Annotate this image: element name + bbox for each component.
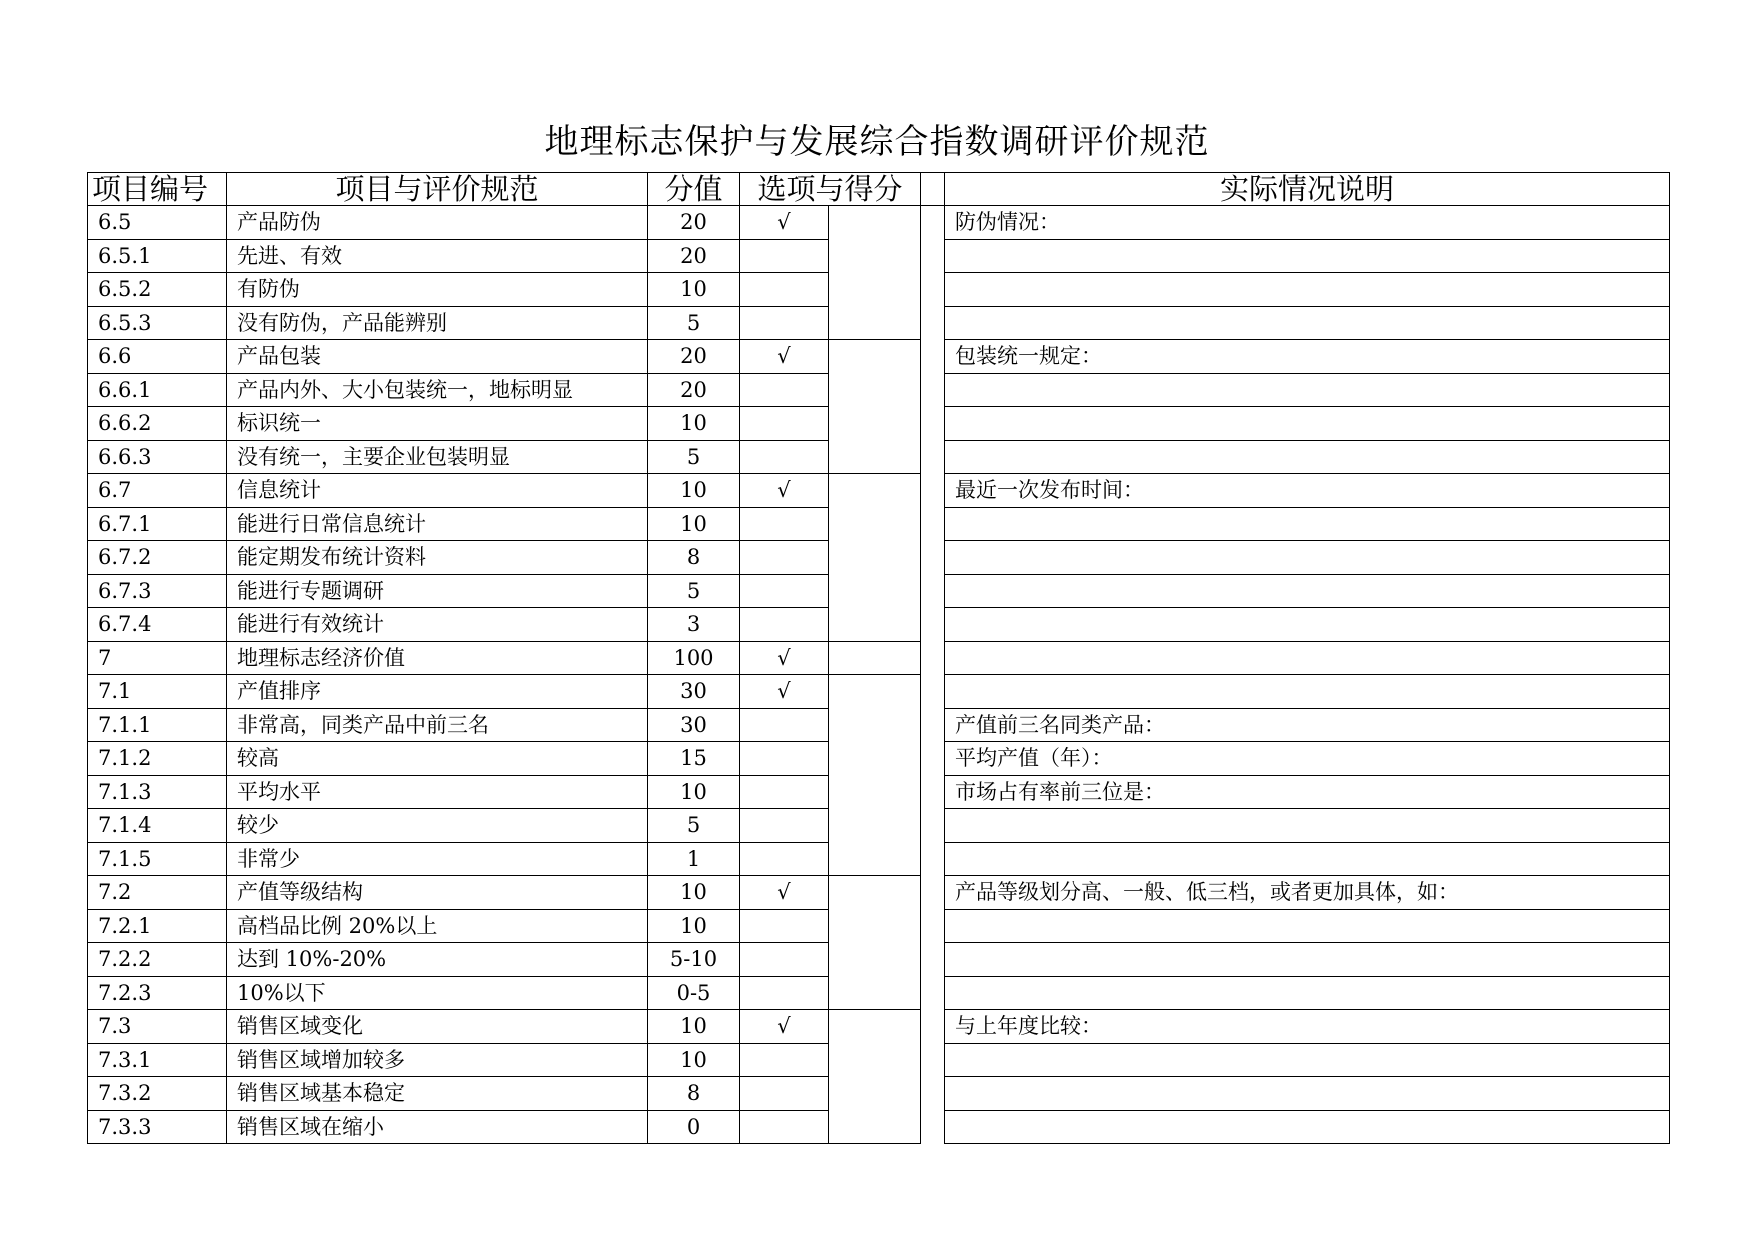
item-code: 7.2.1: [88, 909, 227, 943]
option-check: [740, 976, 829, 1010]
option-score-cell: [829, 474, 921, 642]
item-score: 1: [648, 842, 740, 876]
item-code: 7.2: [88, 876, 227, 910]
column-gap: [921, 340, 945, 374]
item-score: 10: [648, 474, 740, 508]
item-description: 能进行日常信息统计: [227, 507, 648, 541]
page-title: 地理标志保护与发展综合指数调研评价规范: [544, 122, 1210, 162]
column-gap: [921, 1043, 945, 1077]
option-check: [740, 943, 829, 977]
item-description: 达到 10%-20%: [227, 943, 648, 977]
option-score-cell: [829, 1010, 921, 1144]
column-gap: [921, 775, 945, 809]
situation-note: 市场占有率前三位是：: [945, 775, 1670, 809]
option-check: √: [740, 1010, 829, 1044]
item-score: 20: [648, 239, 740, 273]
item-score: 100: [648, 641, 740, 675]
item-description: 销售区域增加较多: [227, 1043, 648, 1077]
option-check: [740, 608, 829, 642]
item-code: 6.5.2: [88, 273, 227, 307]
situation-note: 最近一次发布时间：: [945, 474, 1670, 508]
situation-note: [945, 541, 1670, 575]
column-gap: [921, 306, 945, 340]
column-gap: [921, 407, 945, 441]
option-check: [740, 842, 829, 876]
item-score: 10: [648, 507, 740, 541]
item-score: 5: [648, 574, 740, 608]
item-score: 8: [648, 1077, 740, 1111]
item-description: 10%以下: [227, 976, 648, 1010]
item-description: 平均水平: [227, 775, 648, 809]
item-description: 能定期发布统计资料: [227, 541, 648, 575]
item-code: 7.1.2: [88, 742, 227, 776]
situation-note: [945, 976, 1670, 1010]
item-score: 30: [648, 708, 740, 742]
situation-note: 与上年度比较：: [945, 1010, 1670, 1044]
column-gap: [921, 373, 945, 407]
option-check: √: [740, 340, 829, 374]
item-code: 6.5.3: [88, 306, 227, 340]
item-code: 7.2.3: [88, 976, 227, 1010]
option-score-cell: [829, 206, 921, 340]
header-item: 项目与评价规范: [227, 173, 648, 206]
table-row: [88, 1010, 1670, 1044]
evaluation-table: [87, 172, 1670, 1144]
item-code: 6.6.3: [88, 440, 227, 474]
option-check: [740, 1043, 829, 1077]
option-check: [740, 742, 829, 776]
option-check: [740, 909, 829, 943]
item-score: 20: [648, 340, 740, 374]
option-check: [740, 574, 829, 608]
item-code: 7.3.2: [88, 1077, 227, 1111]
header-score: 分值: [648, 173, 740, 206]
column-gap: [921, 541, 945, 575]
item-description: 高档品比例 20%以上: [227, 909, 648, 943]
table-row: [88, 206, 1670, 240]
situation-note: [945, 641, 1670, 675]
option-check: √: [740, 675, 829, 709]
header-code: 项目编号: [88, 173, 227, 206]
option-check: [740, 775, 829, 809]
situation-note: [945, 1043, 1670, 1077]
option-check: √: [740, 876, 829, 910]
situation-note: 产品等级划分高、一般、低三档，或者更加具体，如：: [945, 876, 1670, 910]
option-check: √: [740, 206, 829, 240]
item-description: 信息统计: [227, 474, 648, 508]
item-description: 地理标志经济价值: [227, 641, 648, 675]
item-description: 较高: [227, 742, 648, 776]
item-description: 产品包装: [227, 340, 648, 374]
item-code: 6.7.1: [88, 507, 227, 541]
situation-note: [945, 909, 1670, 943]
item-code: 6.7.2: [88, 541, 227, 575]
column-gap: [921, 943, 945, 977]
column-gap: [921, 876, 945, 910]
header-note: 实际情况说明: [945, 173, 1670, 206]
situation-note: [945, 1110, 1670, 1144]
situation-note: [945, 239, 1670, 273]
option-check: [740, 1077, 829, 1111]
situation-note: [945, 608, 1670, 642]
item-code: 7.1.1: [88, 708, 227, 742]
item-code: 7.1: [88, 675, 227, 709]
header-gap: [921, 173, 945, 206]
situation-note: 包装统一规定：: [945, 340, 1670, 374]
item-description: 销售区域基本稳定: [227, 1077, 648, 1111]
item-score: 10: [648, 407, 740, 441]
option-check: √: [740, 474, 829, 508]
column-gap: [921, 273, 945, 307]
item-description: 没有统一，主要企业包装明显: [227, 440, 648, 474]
table-header-row: [88, 173, 1670, 206]
column-gap: [921, 842, 945, 876]
option-check: [740, 440, 829, 474]
item-score: 10: [648, 273, 740, 307]
option-check: [740, 541, 829, 575]
item-score: 5: [648, 306, 740, 340]
option-check: [740, 306, 829, 340]
item-score: 20: [648, 206, 740, 240]
table-body: [88, 206, 1670, 1144]
option-check: [740, 239, 829, 273]
item-description: 有防伪: [227, 273, 648, 307]
situation-note: 产值前三名同类产品：: [945, 708, 1670, 742]
item-score: 10: [648, 1043, 740, 1077]
item-score: 5: [648, 809, 740, 843]
item-code: 6.5: [88, 206, 227, 240]
column-gap: [921, 507, 945, 541]
item-description: 产品内外、大小包装统一，地标明显: [227, 373, 648, 407]
item-score: 10: [648, 909, 740, 943]
option-score-cell: [829, 641, 921, 675]
column-gap: [921, 742, 945, 776]
situation-note: 平均产值（年）：: [945, 742, 1670, 776]
item-description: 销售区域变化: [227, 1010, 648, 1044]
option-check: [740, 1110, 829, 1144]
column-gap: [921, 1077, 945, 1111]
situation-note: 防伪情况：: [945, 206, 1670, 240]
table-row: [88, 641, 1670, 675]
situation-note: [945, 273, 1670, 307]
item-description: 先进、有效: [227, 239, 648, 273]
column-gap: [921, 574, 945, 608]
option-check: [740, 273, 829, 307]
item-code: 7.1.3: [88, 775, 227, 809]
column-gap: [921, 976, 945, 1010]
item-code: 7.3.1: [88, 1043, 227, 1077]
item-description: 产值等级结构: [227, 876, 648, 910]
item-description: 产值排序: [227, 675, 648, 709]
table-row: [88, 876, 1670, 910]
item-description: 标识统一: [227, 407, 648, 441]
column-gap: [921, 809, 945, 843]
situation-note: [945, 809, 1670, 843]
column-gap: [921, 641, 945, 675]
item-code: 7.3.3: [88, 1110, 227, 1144]
item-description: 能进行专题调研: [227, 574, 648, 608]
item-code: 7.2.2: [88, 943, 227, 977]
situation-note: [945, 842, 1670, 876]
option-check: [740, 373, 829, 407]
column-gap: [921, 1110, 945, 1144]
situation-note: [945, 440, 1670, 474]
option-check: √: [740, 641, 829, 675]
column-gap: [921, 1010, 945, 1044]
option-check: [740, 407, 829, 441]
situation-note: [945, 1077, 1670, 1111]
item-description: 没有防伪，产品能辨别: [227, 306, 648, 340]
table-row: [88, 675, 1670, 709]
column-gap: [921, 239, 945, 273]
header-option: 选项与得分: [740, 173, 921, 206]
column-gap: [921, 608, 945, 642]
item-code: 6.5.1: [88, 239, 227, 273]
item-score: 5-10: [648, 943, 740, 977]
table-row: [88, 474, 1670, 508]
item-description: 较少: [227, 809, 648, 843]
item-score: 10: [648, 876, 740, 910]
situation-note: [945, 675, 1670, 709]
item-score: 5: [648, 440, 740, 474]
option-check: [740, 809, 829, 843]
item-description: 产品防伪: [227, 206, 648, 240]
item-code: 7.1.5: [88, 842, 227, 876]
situation-note: [945, 943, 1670, 977]
situation-note: [945, 373, 1670, 407]
item-score: 0-5: [648, 976, 740, 1010]
item-code: 7: [88, 641, 227, 675]
item-score: 0: [648, 1110, 740, 1144]
item-description: 销售区域在缩小: [227, 1110, 648, 1144]
item-code: 6.6.1: [88, 373, 227, 407]
item-score: 3: [648, 608, 740, 642]
column-gap: [921, 474, 945, 508]
item-code: 6.7.3: [88, 574, 227, 608]
item-score: 10: [648, 1010, 740, 1044]
option-check: [740, 507, 829, 541]
item-code: 6.6.2: [88, 407, 227, 441]
item-code: 7.1.4: [88, 809, 227, 843]
situation-note: [945, 306, 1670, 340]
column-gap: [921, 909, 945, 943]
column-gap: [921, 675, 945, 709]
item-description: 非常高，同类产品中前三名: [227, 708, 648, 742]
item-code: 6.7.4: [88, 608, 227, 642]
item-score: 15: [648, 742, 740, 776]
situation-note: [945, 407, 1670, 441]
table-row: [88, 340, 1670, 374]
item-score: 10: [648, 775, 740, 809]
column-gap: [921, 708, 945, 742]
item-score: 30: [648, 675, 740, 709]
situation-note: [945, 507, 1670, 541]
column-gap: [921, 206, 945, 240]
item-code: 7.3: [88, 1010, 227, 1044]
situation-note: [945, 574, 1670, 608]
item-code: 6.7: [88, 474, 227, 508]
item-description: 非常少: [227, 842, 648, 876]
item-score: 20: [648, 373, 740, 407]
item-score: 8: [648, 541, 740, 575]
option-score-cell: [829, 675, 921, 876]
column-gap: [921, 440, 945, 474]
option-score-cell: [829, 340, 921, 474]
option-check: [740, 708, 829, 742]
option-score-cell: [829, 876, 921, 1010]
item-code: 6.6: [88, 340, 227, 374]
item-description: 能进行有效统计: [227, 608, 648, 642]
